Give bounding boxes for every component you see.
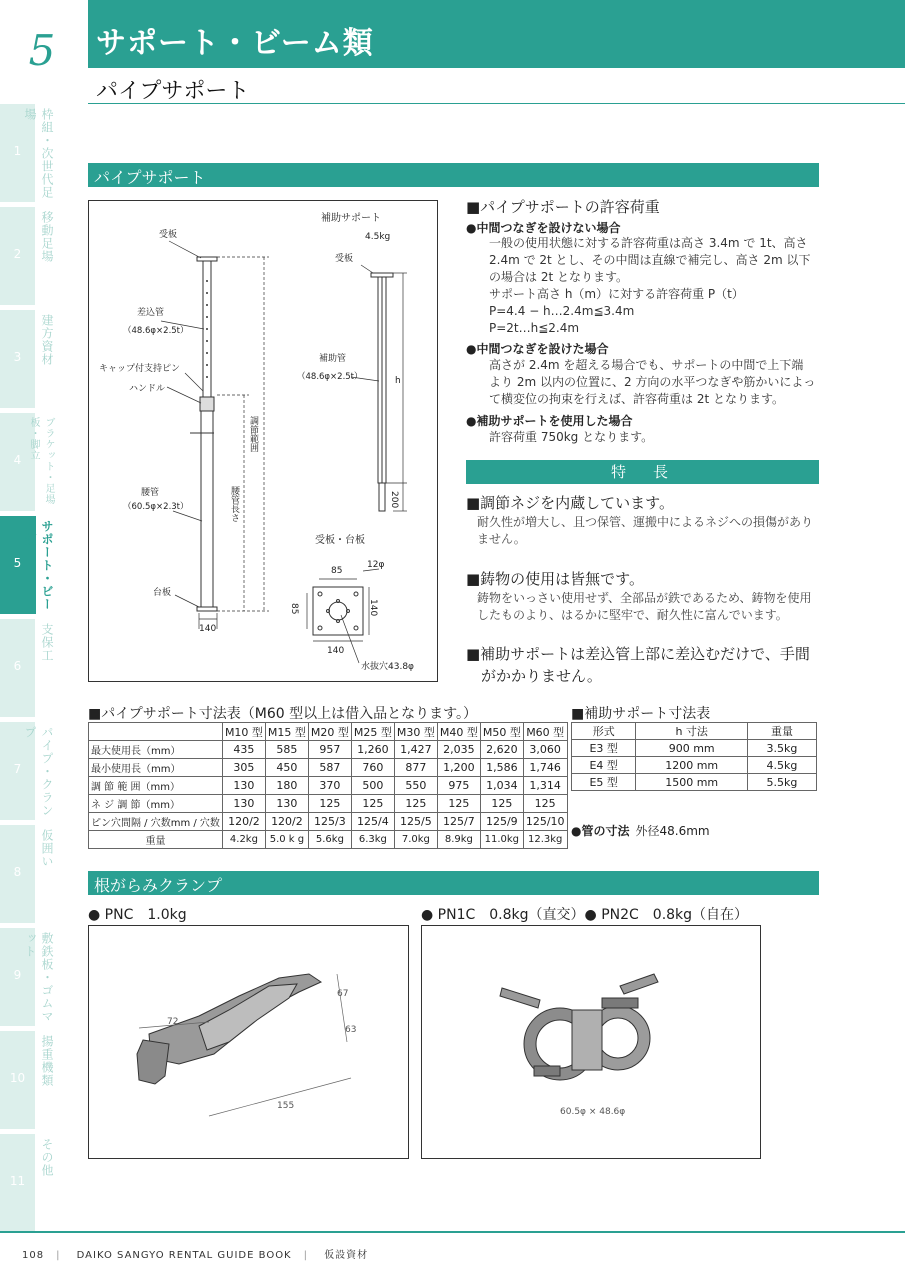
label-h: h [395, 376, 401, 386]
label-hojokan-dim: （48.6φ×2.5t） [297, 372, 363, 382]
page-subtitle: パイプサポート [96, 79, 250, 104]
label-daiita: 台板 [153, 588, 172, 598]
table-row: E5 型 1500 mm 5.5kg [572, 774, 817, 791]
label-dim-140a: 140 [368, 599, 378, 617]
feature-2-heading: ■鋳物の使用は皆無です。 [466, 570, 644, 588]
case1-text: 一般の使用状態に対する許容荷重は高さ 3.4m で 1t、高さ 2.4m で 2t とし、その中間は直線で補完し、高さ 2m 以下 の場合は 2t となります。 サポート高さ h（m）に対する許容荷重 P（t） P=4.4 − h…2.4m≦3.4m P=2t…h≦2.4m [489, 236, 811, 335]
label-ukeita2: 受板 [335, 254, 354, 264]
side-tab-4[interactable]: 4 ブラケット・足場板・脚立 [0, 413, 35, 511]
label-hojokan: 補助管 [319, 354, 347, 364]
feature-2-text: 鋳物をいっさい使用せず、全部品が鉄であるため、鋳物を使用 したものより、はるかに堅牢で、耐久性に富んでいます。 [477, 591, 812, 622]
side-tab-11[interactable]: 11 その他 [0, 1134, 35, 1232]
side-tab-9[interactable]: 9 敷鉄板・ゴムマット [0, 928, 35, 1026]
pnc-dim-155: 155 [277, 1101, 295, 1111]
table-row: 重量 4.2kg 5.0 k g 5.6kg 6.3kg 7.0kg 8.9kg 11.0kg 12.3kg [89, 831, 568, 849]
label-koshi-dim: （60.5φ×2.3t） [123, 502, 189, 512]
pn-dim-text: 60.5φ × 48.6φ [560, 1107, 626, 1117]
pipe-size-note: ●管の寸法 外径48.6mm [571, 824, 710, 838]
aux-table-caption: ■補助サポート寸法表 [571, 706, 711, 722]
pnc-clamp-image [88, 925, 409, 1159]
table-row: ネ ジ 調 節（mm） 130 130 125 125 125 125 125 125 [89, 795, 568, 813]
label-chosetsu: 調節範囲 [248, 416, 258, 452]
divider [88, 103, 905, 104]
book-title: DAIKO SANGYO RENTAL GUIDE BOOK [76, 1250, 292, 1261]
side-tab-7[interactable]: 7 パイプ・クランプ [0, 722, 35, 820]
label-sashikomi-dim: （48.6φ×2.5t） [123, 326, 189, 336]
label-koshi-len: 腰管長さ [229, 486, 239, 522]
side-tab-10[interactable]: 10 揚重機類 [0, 1031, 35, 1129]
label-width-140: 140 [199, 624, 217, 634]
dim-table [88, 722, 568, 849]
case2-text: 高さが 2.4m を超える場合でも、サポートの中間で上下端 より 2m 以内の位置に、2 方向の水平つなぎや筋かいによっ て横変位の拘束を行えば、許容荷重は 2t となります。 [489, 358, 816, 406]
table-row: 最小使用長（mm） 305 450 587 760 877 1,200 1,586 1,746 [89, 759, 568, 777]
page-number: 108 [22, 1250, 45, 1261]
category: 仮設資材 [324, 1250, 369, 1261]
dim-table-caption: ■パイプサポート寸法表（M60 型以上は借入品となります。） [88, 706, 478, 722]
label-koshi: 腰管 [141, 488, 160, 498]
label-dim-85b: 85 [289, 603, 299, 615]
footer: 108 | DAIKO SANGYO RENTAL GUIDE BOOK | 仮設資材 [22, 1250, 369, 1261]
label-dim-200: 200 [389, 491, 399, 509]
pnc-dim-72: 72 [167, 1017, 179, 1027]
section-header-clamp: 根がらみクランプ [88, 871, 819, 895]
side-tab-6[interactable]: 6 支保工 [0, 619, 35, 717]
side-tab-8[interactable]: 8 仮囲い [0, 825, 35, 923]
table-row: E4 型 1200 mm 4.5kg [572, 757, 817, 774]
case2-title: ●中間つなぎを設けた場合 [466, 342, 609, 356]
label-hojo-weight: 4.5kg [365, 232, 391, 242]
pn-clamp-image [421, 925, 761, 1159]
pnc-dim-67: 67 [337, 989, 349, 999]
table-header-row: M10 型 M15 型 M20 型 M25 型 M30 型 M40 型 M50 型 M60 型 [89, 723, 568, 741]
pnc-dim-63: 63 [345, 1025, 357, 1035]
table-header-row: 形式 h 寸法 重量 [572, 723, 817, 740]
allowable-load-heading: ■パイプサポートの許容荷重 [466, 198, 660, 216]
feature-1-text: 耐久性が増大し、且つ保管、運搬中によるネジへの損傷があり ません。 [477, 515, 814, 546]
side-tab-2[interactable]: 2 移動足場 [0, 207, 35, 305]
label-drain: 水抜穴43.8φ [361, 662, 414, 672]
label-dim-85a: 85 [331, 566, 343, 576]
table-row: 最大使用長（mm） 435 585 957 1,260 1,427 2,035 2,620 3,060 [89, 741, 568, 759]
features-header: 特 長 [466, 460, 819, 484]
pn-caption: ● PN1C 0.8kg（直交）● PN2C 0.8kg（自在） [421, 907, 749, 923]
pnc-caption: ● PNC 1.0kg [88, 907, 187, 923]
table-row: E3 型 900 mm 3.5kg [572, 740, 817, 757]
title-bar [88, 0, 905, 68]
feature-3-heading: ■補助サポートは差込管上部に差込むだけで、手間 がかかりません。 [466, 645, 810, 685]
pipe-support-diagram [88, 200, 438, 682]
chapter-number: 5 [28, 25, 56, 75]
side-tab-1[interactable]: 1 枠組・次世代足場 [0, 104, 35, 202]
label-hojo-support: 補助サポート [321, 213, 381, 224]
label-cap-pin: キャップ付支持ピン [99, 364, 181, 374]
section-header-pipe-support: パイプサポート [88, 163, 819, 187]
feature-1-heading: ■調節ネジを内蔵しています。 [466, 494, 674, 512]
label-dim-12: 12φ [367, 560, 385, 570]
label-plate-title: 受板・台板 [315, 535, 365, 546]
label-sashikomi: 差込管 [137, 308, 165, 318]
label-handle: ハンドル [129, 384, 166, 394]
case1-title: ●中間つなぎを設けない場合 [466, 221, 621, 235]
label-dim-140b: 140 [327, 646, 345, 656]
aux-table [571, 722, 817, 791]
label-ukeita: 受板 [159, 230, 178, 240]
table-row: 調 節 範 囲（mm） 130 180 370 500 550 975 1,034 1,314 [89, 777, 568, 795]
page-title: サポート・ビーム類 [96, 26, 374, 61]
side-tab-3[interactable]: 3 建方資材 [0, 310, 35, 408]
table-row: ピン穴間隔 / 穴数mm / 穴数 120/2 120/2 125/3 125/4 125/5 125/7 125/9 125/10 [89, 813, 568, 831]
case3-text: 許容荷重 750kg となります。 [489, 430, 654, 444]
footer-divider [0, 1231, 905, 1233]
side-tab-5[interactable]: 5 サポート・ビーム類 [0, 516, 36, 614]
case3-title: ●補助サポートを使用した場合 [466, 414, 633, 428]
